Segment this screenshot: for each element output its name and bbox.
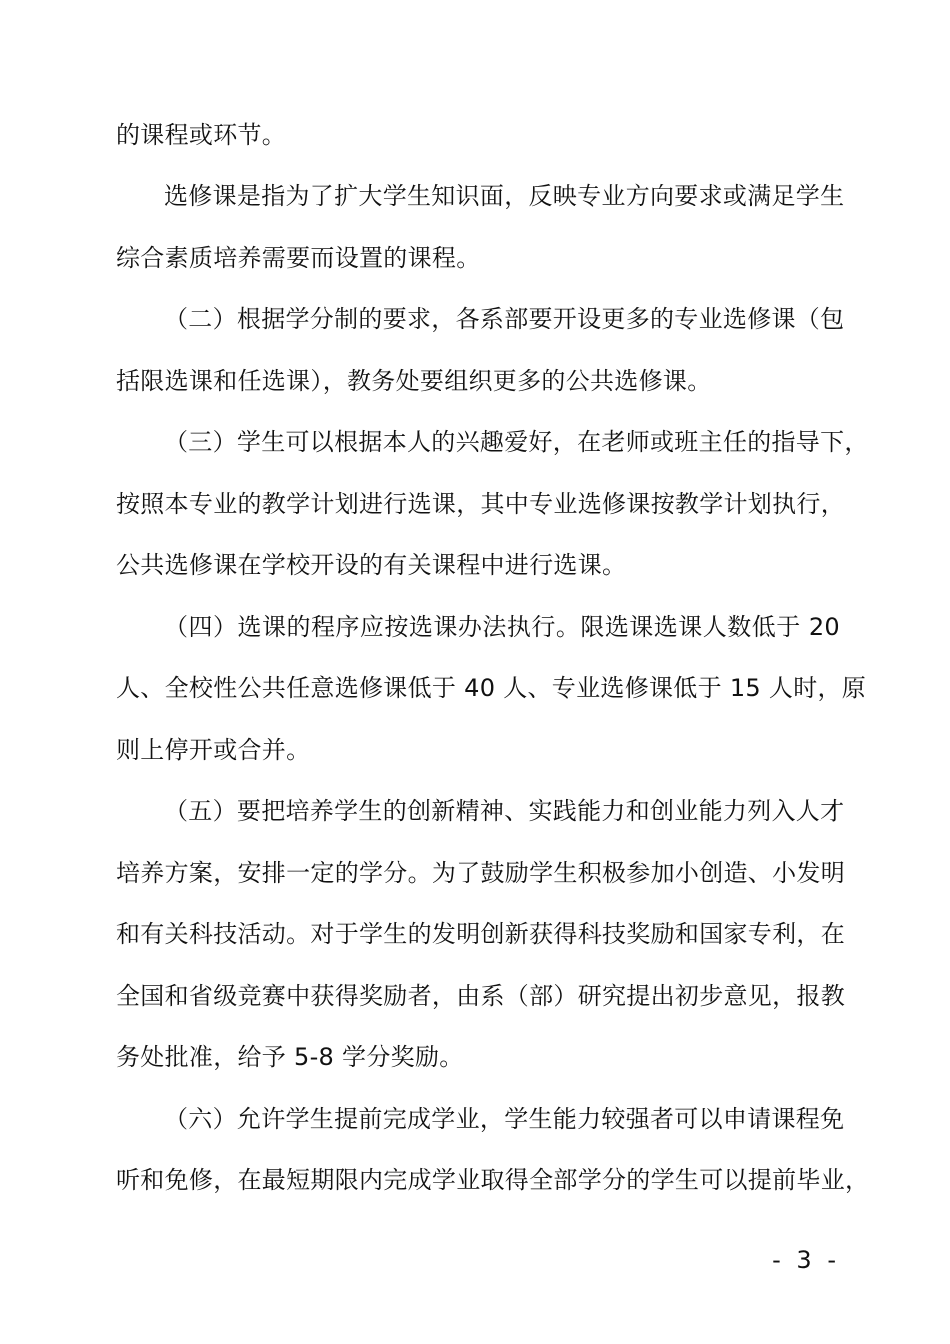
page-number: - 3 -: [772, 1246, 840, 1274]
paragraph-line: 全国和省级竞赛中获得奖励者，由系（部）研究提出初步意见，报教: [116, 982, 845, 1010]
paragraph-line: 则上停开或合并。: [116, 736, 311, 764]
paragraph-line: （五）要把培养学生的创新精神、实践能力和创业能力列入人才: [164, 797, 845, 825]
paragraph-line: （二）根据学分制的要求，各系部要开设更多的专业选修课（包: [164, 305, 845, 333]
paragraph-line: 的课程或环节。: [116, 121, 287, 149]
paragraph-line: 培养方案，安排一定的学分。为了鼓励学生积极参加小创造、小发明: [116, 859, 845, 887]
paragraph-line: 听和免修，在最短期限内完成学业取得全部学分的学生可以提前毕业，: [116, 1166, 870, 1194]
paragraph-line: 和有关科技活动。对于学生的发明创新获得科技奖励和国家专利，在: [116, 920, 845, 948]
paragraph-line: 综合素质培养需要而设置的课程。: [116, 244, 481, 272]
paragraph-line: 人、全校性公共任意选修课低于 40 人、专业选修课低于 15 人时，原: [116, 674, 867, 702]
paragraph-line: （四）选课的程序应按选课办法执行。限选课选课人数低于 20: [164, 613, 840, 641]
paragraph-line: （三）学生可以根据本人的兴趣爱好，在老师或班主任的指导下，: [164, 428, 869, 456]
paragraph-line: 公共选修课在学校开设的有关课程中进行选课。: [116, 551, 627, 579]
paragraph-line: （六）允许学生提前完成学业，学生能力较强者可以申请课程免: [164, 1105, 845, 1133]
paragraph-line: 按照本专业的教学计划进行选课，其中专业选修课按教学计划执行，: [116, 490, 845, 518]
paragraph-line: 选修课是指为了扩大学生知识面，反映专业方向要求或满足学生: [164, 182, 845, 210]
paragraph-line: 括限选课和任选课），教务处要组织更多的公共选修课。: [116, 367, 712, 395]
paragraph-line: 务处批准，给予 5-8 学分奖励。: [116, 1043, 464, 1071]
